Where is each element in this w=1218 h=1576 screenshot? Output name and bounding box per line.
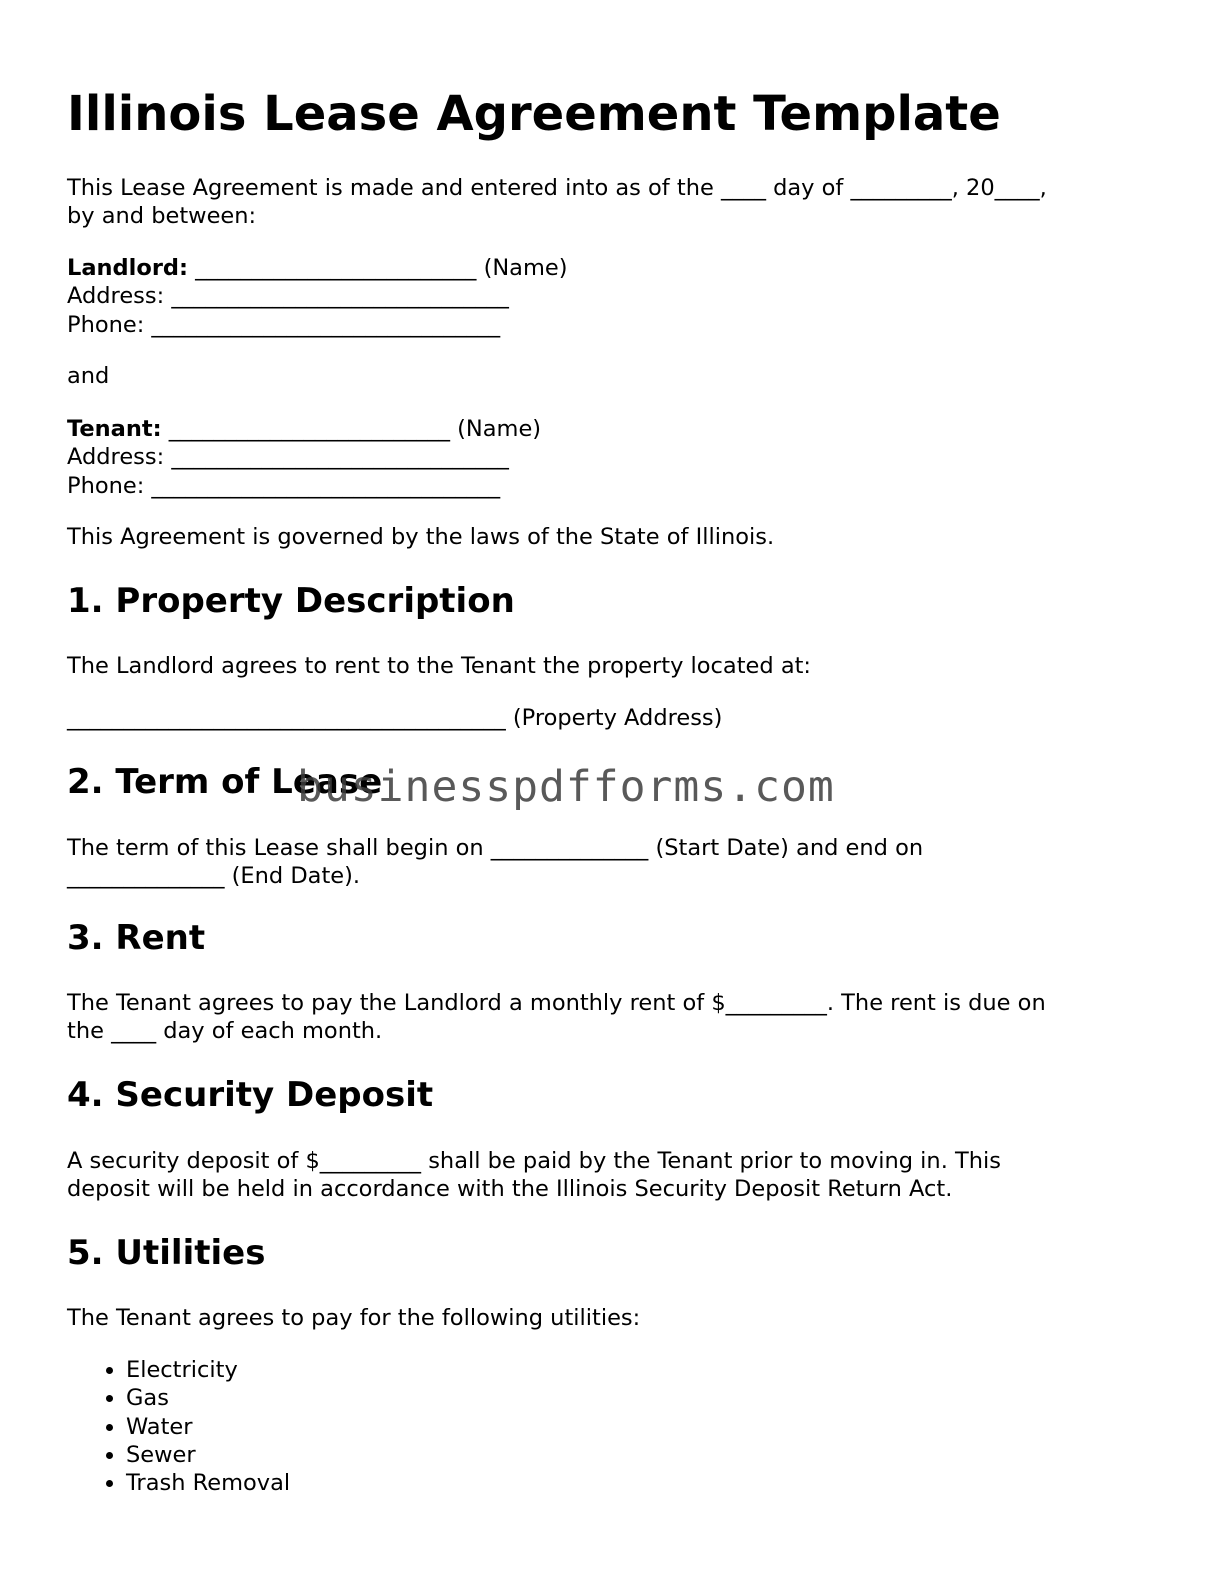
term-line-2: ______________ (End Date). bbox=[67, 863, 361, 890]
landlord-phone-line: Phone: _______________________________ bbox=[67, 311, 501, 338]
tenant-block bbox=[67, 415, 541, 500]
rent-line-2: the ____ day of each month. bbox=[67, 1018, 383, 1045]
and-text bbox=[67, 362, 109, 390]
intro-paragraph bbox=[67, 174, 1047, 231]
property-text: The Landlord agrees to rent to the Tenant the property located at: bbox=[67, 653, 812, 679]
page-title: Illinois Lease Agreement Template bbox=[67, 86, 1001, 142]
landlord-label: Landlord: bbox=[67, 255, 189, 281]
tenant-name-line bbox=[67, 415, 541, 443]
deposit-line-1: A security deposit of $_________ shall be paid by the Tenant prior to moving in. This bbox=[67, 1148, 1001, 1174]
landlord-name-field: _________________________ (Name) bbox=[188, 255, 568, 281]
term-paragraph bbox=[67, 834, 923, 891]
section-heading-rent: 3. Rent bbox=[67, 918, 206, 958]
tenant-name-field: _________________________ (Name) bbox=[161, 416, 542, 442]
section-heading-deposit: 4. Security Deposit bbox=[67, 1075, 434, 1115]
deposit-paragraph bbox=[67, 1147, 1001, 1204]
utilities-list bbox=[67, 1356, 290, 1497]
list-item: • Sewer bbox=[126, 1441, 290, 1469]
and-label: and bbox=[67, 363, 110, 389]
property-paragraph bbox=[67, 652, 811, 680]
intro-line-2: by and between: bbox=[67, 203, 257, 230]
landlord-address-line: Address: ______________________________ bbox=[67, 283, 509, 310]
list-item: • Gas bbox=[126, 1384, 290, 1412]
governed-text: This Agreement is governed by the laws of the State of Illinois. bbox=[67, 524, 775, 550]
section-heading-utilities: 5. Utilities bbox=[67, 1233, 266, 1273]
tenant-phone-line: Phone: _______________________________ bbox=[67, 472, 501, 499]
rent-paragraph bbox=[67, 989, 1046, 1046]
list-item: • Water bbox=[126, 1413, 290, 1441]
tenant-address-line: Address: ______________________________ bbox=[67, 444, 509, 471]
property-address-paragraph bbox=[67, 704, 722, 732]
utilities-paragraph bbox=[67, 1304, 640, 1332]
landlord-name-line bbox=[67, 254, 568, 282]
governed-paragraph bbox=[67, 523, 774, 551]
rent-line-1: The Tenant agrees to pay the Landlord a monthly rent of $_________. The rent is due on bbox=[67, 990, 1046, 1016]
intro-line-1: This Lease Agreement is made and entered into as of the ____ day of _________, 20____, bbox=[67, 175, 1047, 201]
list-item: • Electricity bbox=[126, 1356, 290, 1384]
section-heading-property: 1. Property Description bbox=[67, 581, 515, 621]
tenant-label: Tenant: bbox=[67, 416, 162, 442]
landlord-block bbox=[67, 254, 568, 339]
list-item: • Trash Removal bbox=[126, 1469, 290, 1497]
watermark: businesspdfforms.com bbox=[297, 762, 835, 812]
term-line-1: The term of this Lease shall begin on ______________ (Start Date) and end on bbox=[67, 835, 924, 861]
utilities-text: The Tenant agrees to pay for the following utilities: bbox=[67, 1305, 641, 1331]
deposit-line-2: deposit will be held in accordance with the Illinois Security Deposit Return Act. bbox=[67, 1176, 953, 1203]
property-address-line: _______________________________________ (Property Address) bbox=[67, 705, 723, 731]
section-heading-term: 2. Term of Lease bbox=[67, 762, 383, 802]
